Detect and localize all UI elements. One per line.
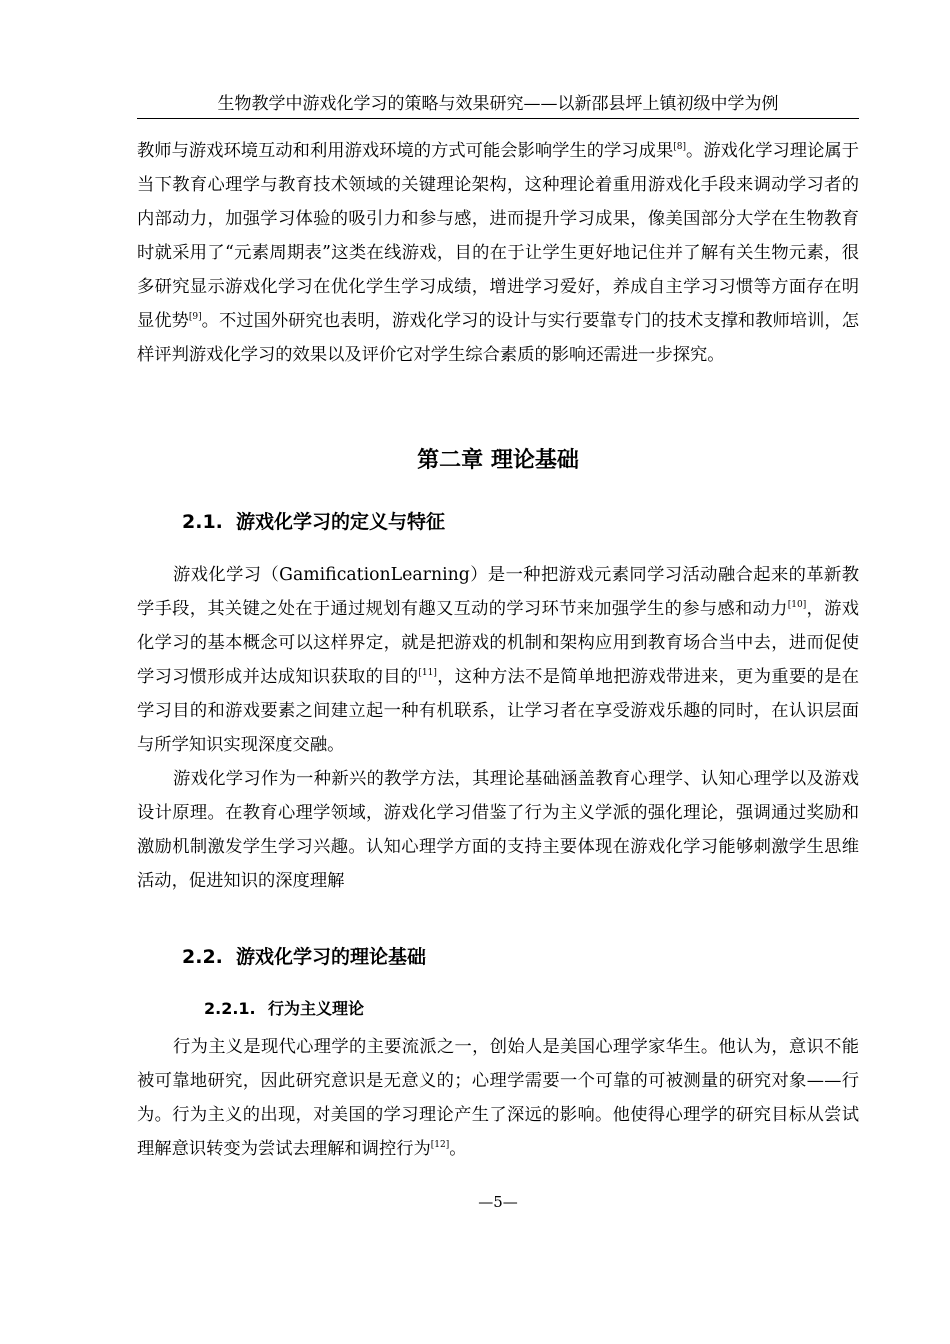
intro-paragraph: [137, 134, 859, 372]
text-run: 教师与游戏环境互动和利用游戏环境的方式可能会影响学生的学习成果: [137, 141, 674, 161]
citation-ref: [12]: [430, 1140, 450, 1150]
text-run: ，游戏化学习的基本概念可以这样界定，就是把游戏的机制和架构应用到教育场合当中去，进而促使学习习惯形成并达成知识获取的目的: [137, 599, 859, 687]
citation-ref: [8]: [673, 142, 686, 152]
intro-text: [137, 134, 859, 372]
citation-ref: [11]: [418, 668, 437, 678]
subsection-heading-2-2-1: [204, 995, 364, 1023]
chapter-title: 第二章 理论基础: [417, 448, 579, 473]
text-run: ，这种方法不是简单地把游戏带进来，更为重要的是在学习目的和游戏要素之间建立起一种有机联系，让学习者在享受游戏乐趣的同时，在认识层面与所学知识实现深度交融。: [137, 667, 859, 755]
running-header: 生物教学中游戏化学习的策略与效果研究——以新邵县坪上镇初级中学为例: [137, 94, 859, 119]
subsection-title: 行为主义理论: [268, 999, 365, 1018]
text-run: 。游戏化学习理论属于当下教育心理学与教育技术领域的关键理论架构，这种理论着重用游戏化手段来调动学习者的内部动力，加强学习体验的吸引力和参与感，进而提升学习成果，像美国部分大学在生物教育时就采用了“元素周期表”这类在线游戏，目的在于让学生更好地记住并了解有关生物元素，很多研究显示游戏化学习在优化学生学习成绩，增进学习爱好，养成自主学习习惯等方面存在明显优势: [137, 141, 859, 331]
section-number: 2.2.: [182, 946, 223, 968]
citation-ref: [10]: [787, 600, 807, 610]
paragraph: [137, 558, 859, 762]
subsection-number: 2.2.1.: [204, 999, 256, 1018]
paragraph: [137, 1030, 859, 1166]
section-2-1-text: [137, 558, 859, 898]
text-run: 。不过国外研究也表明，游戏化学习的设计与实行要靠专门的技术支撑和教师培训，怎样评判游戏化学习的效果以及评价它对学生综合素质的影响还需进一步探究。: [137, 311, 859, 365]
section-heading-2-1: [182, 507, 445, 537]
section-title: 游戏化学习的理论基础: [236, 946, 427, 968]
text-run: 。: [449, 1139, 467, 1159]
paragraph: 游戏化学习作为一种新兴的教学方法，其理论基础涵盖教育心理学、认知心理学以及游戏设计原理。在教育心理学领域，游戏化学习借鉴了行为主义学派的强化理论，强调通过奖励和激励机制激发学生学习兴趣。认知心理学方面的支持主要体现在游戏化学习能够刺激学生思维活动，促进知识的深度理解: [137, 769, 859, 891]
page-number: —5—: [478, 1193, 518, 1211]
citation-ref: [9]: [188, 312, 202, 322]
subsection-2-2-1-text: [137, 1030, 859, 1166]
section-title: 游戏化学习的定义与特征: [236, 511, 446, 533]
text-run: 行为主义是现代心理学的主要流派之一，创始人是美国心理学家华生。他认为，意识不能被可靠地研究，因此研究意识是无意义的；心理学需要一个可靠的可被测量的研究对象——行为。行为主义的出现，对美国的学习理论产生了深远的影响。他使得心理学的研究目标从尝试理解意识转变为尝试去理解和调控行为: [137, 1037, 859, 1159]
section-number: 2.1.: [182, 511, 223, 533]
section-heading-2-2: [182, 942, 426, 972]
text-run: 游戏化学习（GamificationLearning）是一种把游戏元素同学习活动融合起来的革新教学手段，其关键之处在于通过规划有趣又互动的学习环节来加强学生的参与感和动力: [137, 565, 859, 619]
